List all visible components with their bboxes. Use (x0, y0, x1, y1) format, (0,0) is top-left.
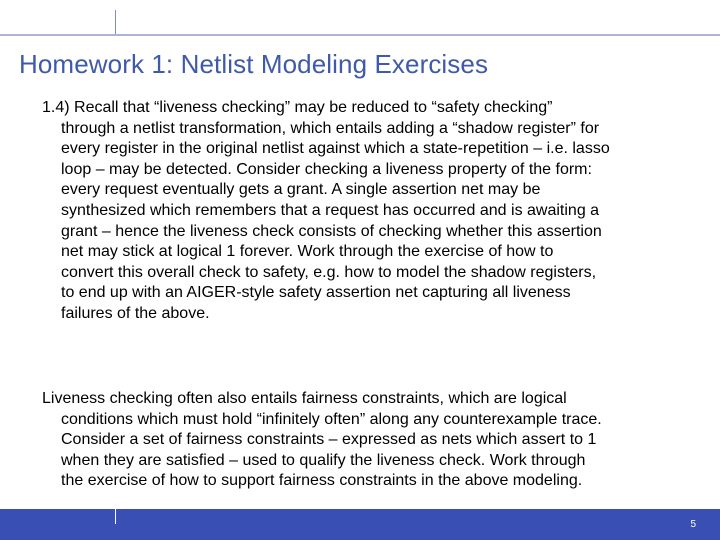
paragraph-line: Liveness checking often also entails fairness constraints, which are logical (42, 390, 567, 407)
footer-divider-tick (115, 509, 116, 524)
paragraph-line: conditions which must hold “infinitely often” along any counterexample trace. (61, 410, 602, 428)
footer-bar (0, 509, 720, 540)
page-number: 5 (690, 519, 696, 530)
paragraph-line: the exercise of how to support fairness constraints in the above modeling. (61, 472, 583, 490)
title-rule (0, 34, 720, 36)
paragraph-line: net may stick at logical 1 forever. Work through the exercise of how to (61, 243, 554, 261)
paragraph-line: every request eventually gets a grant. A single assertion net may be (61, 181, 541, 199)
paragraph-line: Consider a set of fairness constraints – expressed as nets which assert to 1 (61, 431, 597, 449)
paragraph-line: every register in the original netlist against which a state-repetition – i.e. lasso (61, 140, 610, 158)
paragraph-line: convert this overall check to safety, e.g. how to model the shadow registers, (61, 263, 597, 281)
paragraph-line: synthesized which remembers that a request has occurred and is awaiting a (61, 201, 600, 219)
paragraph-line: when they are satisfied – used to qualify the liveness check. Work through (61, 451, 586, 469)
paragraph-line: loop – may be detected. Consider checking a liveness property of the form: (61, 160, 592, 178)
top-divider-tick (115, 10, 116, 34)
fairness-paragraph (42, 389, 702, 492)
paragraph-line: through a netlist transformation, which entails adding a “shadow register” for (61, 119, 600, 137)
paragraph-line: to end up with an AIGER-style safety assertion net capturing all liveness (61, 284, 571, 302)
exercise-paragraph (42, 98, 702, 325)
slide-title: Homework 1: Netlist Modeling Exercises (19, 49, 489, 79)
paragraph-line: failures of the above. (61, 304, 210, 322)
paragraph-line: grant – hence the liveness check consists of checking whether this assertion (61, 222, 602, 240)
paragraph-line: 1.4) Recall that “liveness checking” may be reduced to “safety checking” (42, 99, 553, 116)
